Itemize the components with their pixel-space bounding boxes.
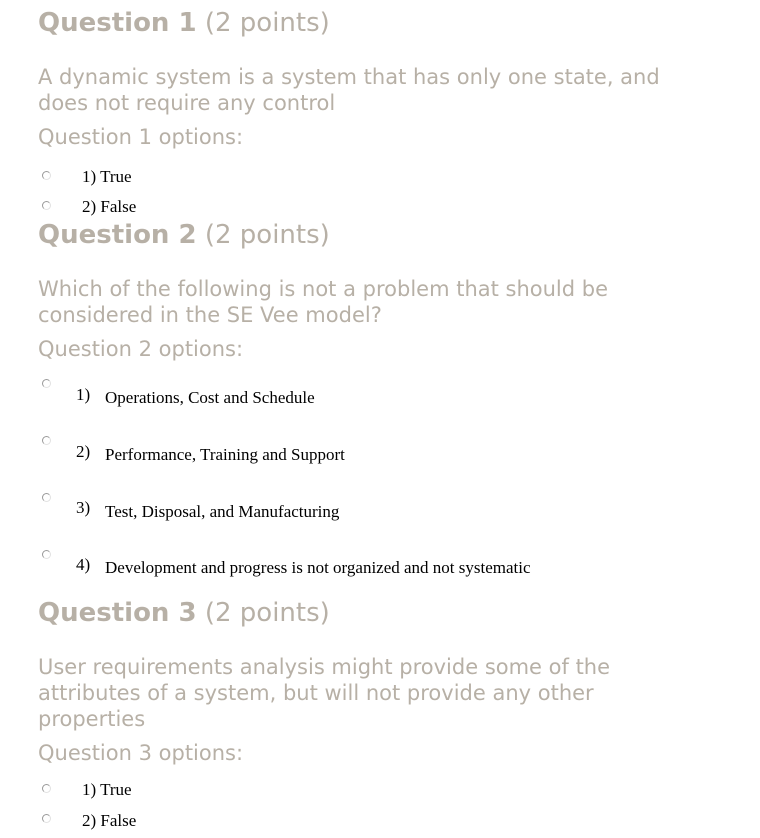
question-1-title: [38, 8, 738, 38]
question-2-option-4-number: 4): [76, 555, 91, 574]
question-1-points: (2 points): [204, 8, 330, 38]
question-2-option-2-number: 2): [76, 442, 91, 461]
question-3-option-2-label: 2) False: [82, 811, 137, 830]
question-3-option-2-radio[interactable]: [42, 814, 51, 823]
question-1-number: Question 1: [38, 8, 197, 38]
question-2-options-label: Question 2 options:: [38, 337, 244, 361]
question-2-text-line-2: considered in the SE Vee model?: [38, 303, 382, 327]
question-2-option-4-label: Development and progress is not organized and not systematic: [105, 558, 531, 577]
question-3-text-line-1: User requirements analysis might provide some of the: [38, 655, 611, 679]
question-2-title: [38, 220, 738, 250]
question-2: [38, 220, 738, 590]
question-1-option-1-radio[interactable]: [42, 171, 51, 180]
question-2-option-4-radio[interactable]: [42, 550, 51, 559]
question-3-option-1-label: 1) True: [82, 780, 132, 799]
question-3-option-2[interactable]: [38, 810, 738, 838]
question-1-option-2-label: 2) False: [82, 197, 137, 216]
question-2-option-3-label: Test, Disposal, and Manufacturing: [105, 502, 340, 521]
question-1-options-label: Question 1 options:: [38, 125, 244, 149]
question-2-option-1[interactable]: [38, 378, 738, 406]
question-1-option-2-radio[interactable]: [42, 201, 51, 210]
question-2-option-1-number: 1): [76, 385, 91, 404]
question-2-option-2[interactable]: [38, 435, 738, 463]
question-3: [38, 598, 738, 838]
question-2-option-3[interactable]: [38, 492, 738, 520]
question-2-text-line-1: Which of the following is not a problem that should be: [38, 277, 609, 301]
question-1-text-line-1: A dynamic system is a system that has only one state, and: [38, 65, 660, 89]
question-2-option-1-radio[interactable]: [42, 379, 51, 388]
question-3-text-line-2: attributes of a system, but will not provide any other: [38, 681, 594, 705]
question-3-options-label: Question 3 options:: [38, 741, 244, 765]
question-3-number: Question 3: [38, 598, 197, 628]
question-3-text-line-3: properties: [38, 707, 146, 731]
question-3-points: (2 points): [204, 598, 330, 628]
question-1: [38, 8, 738, 223]
question-1-option-1-label: 1) True: [82, 167, 132, 186]
question-3-option-1[interactable]: [38, 780, 738, 808]
question-3-title: [38, 598, 738, 628]
question-2-option-4[interactable]: [38, 548, 738, 576]
question-2-points: (2 points): [204, 220, 330, 250]
question-3-option-1-radio[interactable]: [42, 784, 51, 793]
question-2-number: Question 2: [38, 220, 197, 250]
question-2-option-3-radio[interactable]: [42, 493, 51, 502]
question-1-text-line-2: does not require any control: [38, 91, 336, 115]
question-2-option-3-number: 3): [76, 498, 91, 517]
question-2-option-2-radio[interactable]: [42, 436, 51, 445]
question-1-option-1[interactable]: [38, 166, 738, 194]
question-2-option-1-label: Operations, Cost and Schedule: [105, 388, 315, 407]
question-2-option-2-label: Performance, Training and Support: [105, 445, 345, 464]
